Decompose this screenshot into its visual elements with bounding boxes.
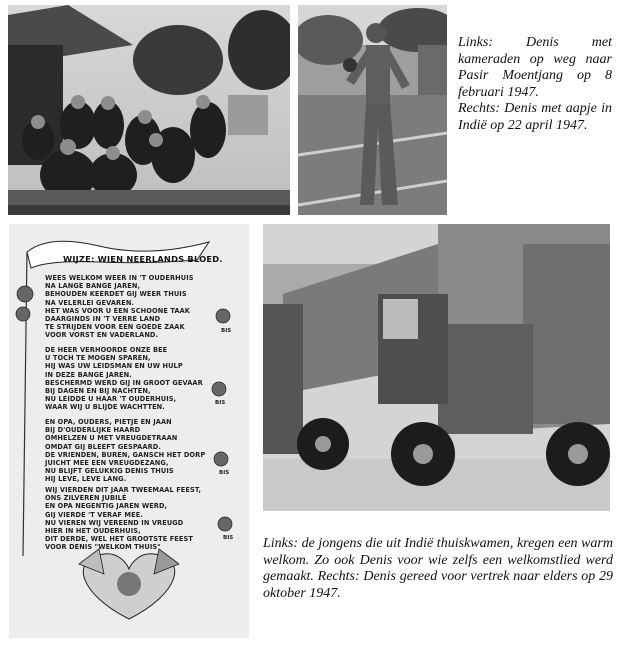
song-line: IN DEZE BANGE JAREN. — [45, 370, 132, 379]
song-line: OMDAT GIJ BLEEFT GESPAARD. — [45, 442, 161, 451]
song-line: HIER IN HET OUDERHUIS, — [45, 527, 141, 536]
group-photo — [8, 5, 290, 215]
song-line: NU VIEREN WIJ VEREEND IN VREUGD — [45, 518, 184, 527]
welcome-song-sheet — [9, 224, 249, 638]
song-line: VOOR VORST EN VADERLAND. — [45, 331, 159, 340]
song-line: HIJ WAS UW LEIDSMAN EN UW HULP — [45, 362, 183, 371]
song-line: DE HEER VERHOORDE ONZE BEE — [45, 346, 168, 354]
bis-marker: BIS — [215, 400, 226, 406]
bis-marker: BIS — [223, 535, 234, 541]
song-title: WIJZE: WIEN NEERLANDS BLOED. — [63, 254, 223, 264]
caption-top-right: Rechts: Denis met aapje in Indië op 22 april 1947. — [458, 101, 612, 133]
song-stanza-3 — [45, 418, 225, 484]
bis-marker: BIS — [219, 470, 230, 476]
song-stanza-2 — [45, 346, 225, 412]
song-line: JUICHT MEE EEN VREUGDEZANG, — [45, 459, 169, 468]
truck-photo — [263, 224, 610, 511]
song-line: TE STRIJDEN VOOR EEN GOEDE ZAAK — [45, 323, 185, 332]
song-line: OMHELZEN U MET VREUGDETRAAN — [45, 434, 178, 443]
song-line: WIJ VIERDEN DIT JAAR TWEEMAAL FEEST, — [45, 486, 202, 494]
soldier-photo — [298, 5, 447, 215]
song-line: WEES WELKOM WEER IN 'T OUDERHUIS — [45, 274, 194, 282]
caption-bottom — [263, 536, 613, 602]
song-line: DAARGINDS IN 'T VERRE LAND — [45, 315, 161, 324]
caption-top — [458, 35, 612, 134]
song-line: NA LANGE BANGE JAREN, — [45, 282, 141, 291]
song-line: ONS ZILVEREN JUBILÉ — [45, 494, 127, 503]
song-line: HET WAS VOOR U EEN SCHOONE TAAK — [45, 306, 191, 315]
song-line: EN OPA NEGENTIG JAREN WERD, — [45, 502, 168, 511]
song-stanza-4 — [45, 486, 225, 552]
song-line: EN OPA, OUDERS, PIETJE EN JAAN — [45, 418, 172, 426]
song-line: GIJ VIERDE 'T VERAF MEE. — [45, 510, 143, 519]
song-line: DE VRIENDEN, BUREN, GANSCH HET DORP — [45, 450, 206, 459]
song-line: BESCHERMD WERD GIJ IN GROOT GEVAAR — [45, 378, 203, 387]
song-line: NA VELERLEI GEVAREN. — [45, 298, 135, 307]
caption-top-left: Links: Denis met kameraden op weg naar Pasir Moentjang op 8 februari 1947. — [458, 35, 612, 100]
song-line: BIJ D'OUDERLIJKE HAARD — [45, 426, 141, 435]
song-stanza-1 — [45, 274, 225, 340]
song-line: WAAR WIJ U BLIJDE WACHTTEN. — [45, 403, 165, 412]
song-line: BEHOUDEN KEERDET GIJ WEER THUIS — [45, 290, 187, 299]
song-line: DIT DERDE, WEL HET GROOTSTE FEEST — [45, 535, 193, 544]
song-line: VOOR DENIS "WELKOM THUIS" — [45, 543, 161, 552]
song-line: BIJ DAGEN EN BIJ NACHTEN, — [45, 387, 151, 396]
bis-marker: BIS — [221, 328, 232, 334]
song-line: NU BLIJFT GELUKKIG DENIS THUIS — [45, 467, 174, 476]
song-line: U TOCH TE MOGEN SPAREN, — [45, 354, 151, 363]
song-line: NU LEIDDE U HAAR 'T OUDERHUIS, — [45, 395, 177, 404]
song-line: HIJ LEVE, LEVE LANG. — [45, 475, 127, 484]
caption-bottom-text: Links: de jongens die uit Indië thuiskwamen, kregen een warm welkom. Zo ook Denis voor wie zelfs een welkomstlied werd gemaakt. Rechts: Denis gereed voor vertrek naar elders op 29 oktober 1947. — [263, 536, 613, 601]
